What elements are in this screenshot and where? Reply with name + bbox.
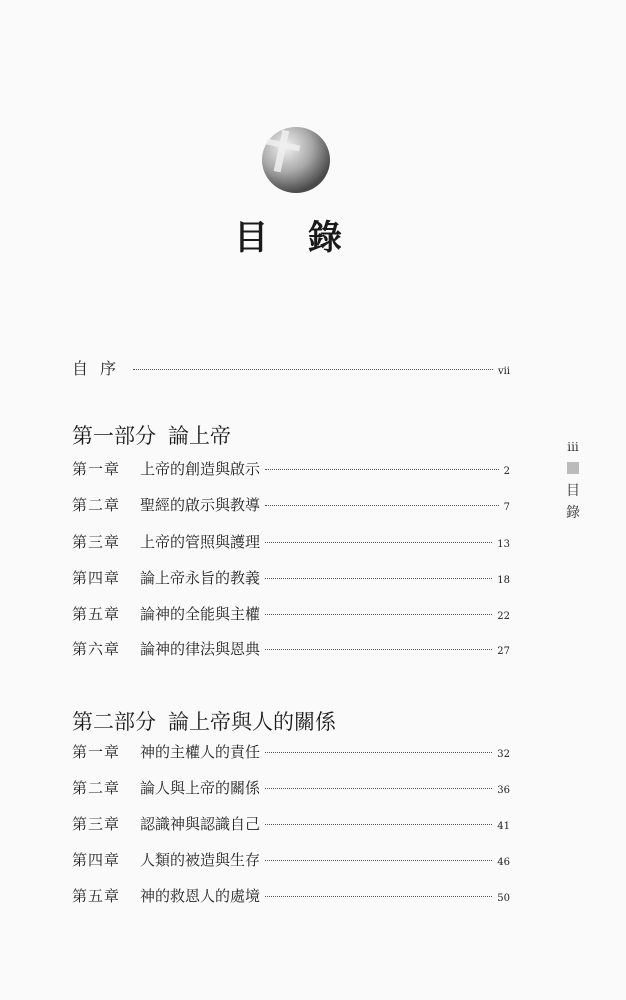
leader-dots — [265, 505, 499, 506]
preface-label: 自序 — [72, 359, 129, 378]
leader-dots — [265, 896, 492, 897]
page-number: 46 — [497, 857, 510, 868]
chapter-title: 神的主權人的責任 — [140, 743, 261, 761]
page-number: 13 — [497, 539, 510, 550]
chapter-number: 第二章 — [72, 779, 121, 797]
page-number: 7 — [503, 502, 510, 513]
leader-dots — [265, 542, 492, 543]
chapter-title: 論人與上帝的關係 — [140, 779, 261, 797]
toc-entry[interactable] — [72, 777, 510, 798]
page-number: 18 — [497, 575, 510, 586]
chapter-number: 第四章 — [72, 851, 121, 869]
leader-dots — [265, 649, 492, 650]
part-label: 第一部分 — [72, 424, 156, 448]
page-number: 50 — [497, 893, 510, 904]
chapter-title: 上帝的創造與啟示 — [140, 460, 261, 478]
part-subtitle: 論上帝與人的關係 — [168, 710, 336, 734]
chapter-title: 聖經的啟示與教導 — [140, 496, 261, 514]
side-running-header — [563, 440, 583, 524]
chapter-number: 第四章 — [72, 569, 121, 587]
leader-dots — [265, 578, 492, 579]
chapter-number: 第二章 — [72, 496, 121, 514]
toc-entry[interactable] — [72, 741, 510, 762]
part-1-title — [72, 420, 231, 450]
leader-dots — [265, 469, 499, 470]
page-title: 目 錄 — [234, 218, 356, 258]
toc-entry[interactable] — [72, 603, 510, 624]
chapter-number: 第六章 — [72, 640, 121, 658]
part-2-title — [72, 706, 336, 736]
cross-orb-icon — [258, 120, 334, 196]
chapter-title: 論神的律法與恩典 — [140, 640, 261, 658]
square-marker-icon — [567, 462, 579, 474]
toc-entry[interactable] — [72, 494, 510, 515]
toc-entry[interactable] — [72, 813, 510, 834]
chapter-number: 第一章 — [72, 460, 121, 478]
chapter-number: 第五章 — [72, 887, 121, 905]
chapter-title: 人類的被造與生存 — [140, 851, 261, 869]
page-number: 22 — [497, 611, 510, 622]
toc-entry[interactable] — [72, 458, 510, 479]
toc-entry[interactable] — [72, 638, 510, 659]
page-number: 41 — [497, 821, 510, 832]
leader-dots — [265, 824, 492, 825]
chapter-title: 論上帝永旨的教義 — [140, 569, 261, 587]
page-number: 2 — [503, 466, 510, 477]
chapter-title: 神的救恩人的處境 — [140, 887, 261, 905]
leader-dots — [133, 369, 493, 370]
chapter-number: 第五章 — [72, 605, 121, 623]
part-subtitle: 論上帝 — [168, 424, 231, 448]
part-label: 第二部分 — [72, 710, 156, 734]
chapter-number: 第三章 — [72, 533, 121, 551]
chapter-title: 論神的全能與主權 — [140, 605, 261, 623]
toc-entry[interactable] — [72, 531, 510, 552]
page-number: 36 — [497, 785, 510, 796]
chapter-number: 第一章 — [72, 743, 121, 761]
toc-entry[interactable] — [72, 849, 510, 870]
chapter-title: 上帝的管照與護理 — [140, 533, 261, 551]
folio-number: iii — [567, 440, 579, 454]
chapter-title: 認識神與認識自己 — [140, 815, 261, 833]
side-label-char: 目 — [566, 483, 580, 499]
leader-dots — [265, 788, 492, 789]
page-number: 27 — [497, 646, 510, 657]
toc-entry[interactable] — [72, 567, 510, 588]
side-label-char: 錄 — [566, 505, 580, 521]
leader-dots — [265, 614, 492, 615]
leader-dots — [265, 860, 492, 861]
toc-entry-preface[interactable] — [72, 356, 510, 379]
toc-entry[interactable] — [72, 885, 510, 906]
leader-dots — [265, 752, 492, 753]
page-number: vii — [497, 366, 510, 377]
chapter-number: 第三章 — [72, 815, 121, 833]
page-number: 32 — [497, 749, 510, 760]
